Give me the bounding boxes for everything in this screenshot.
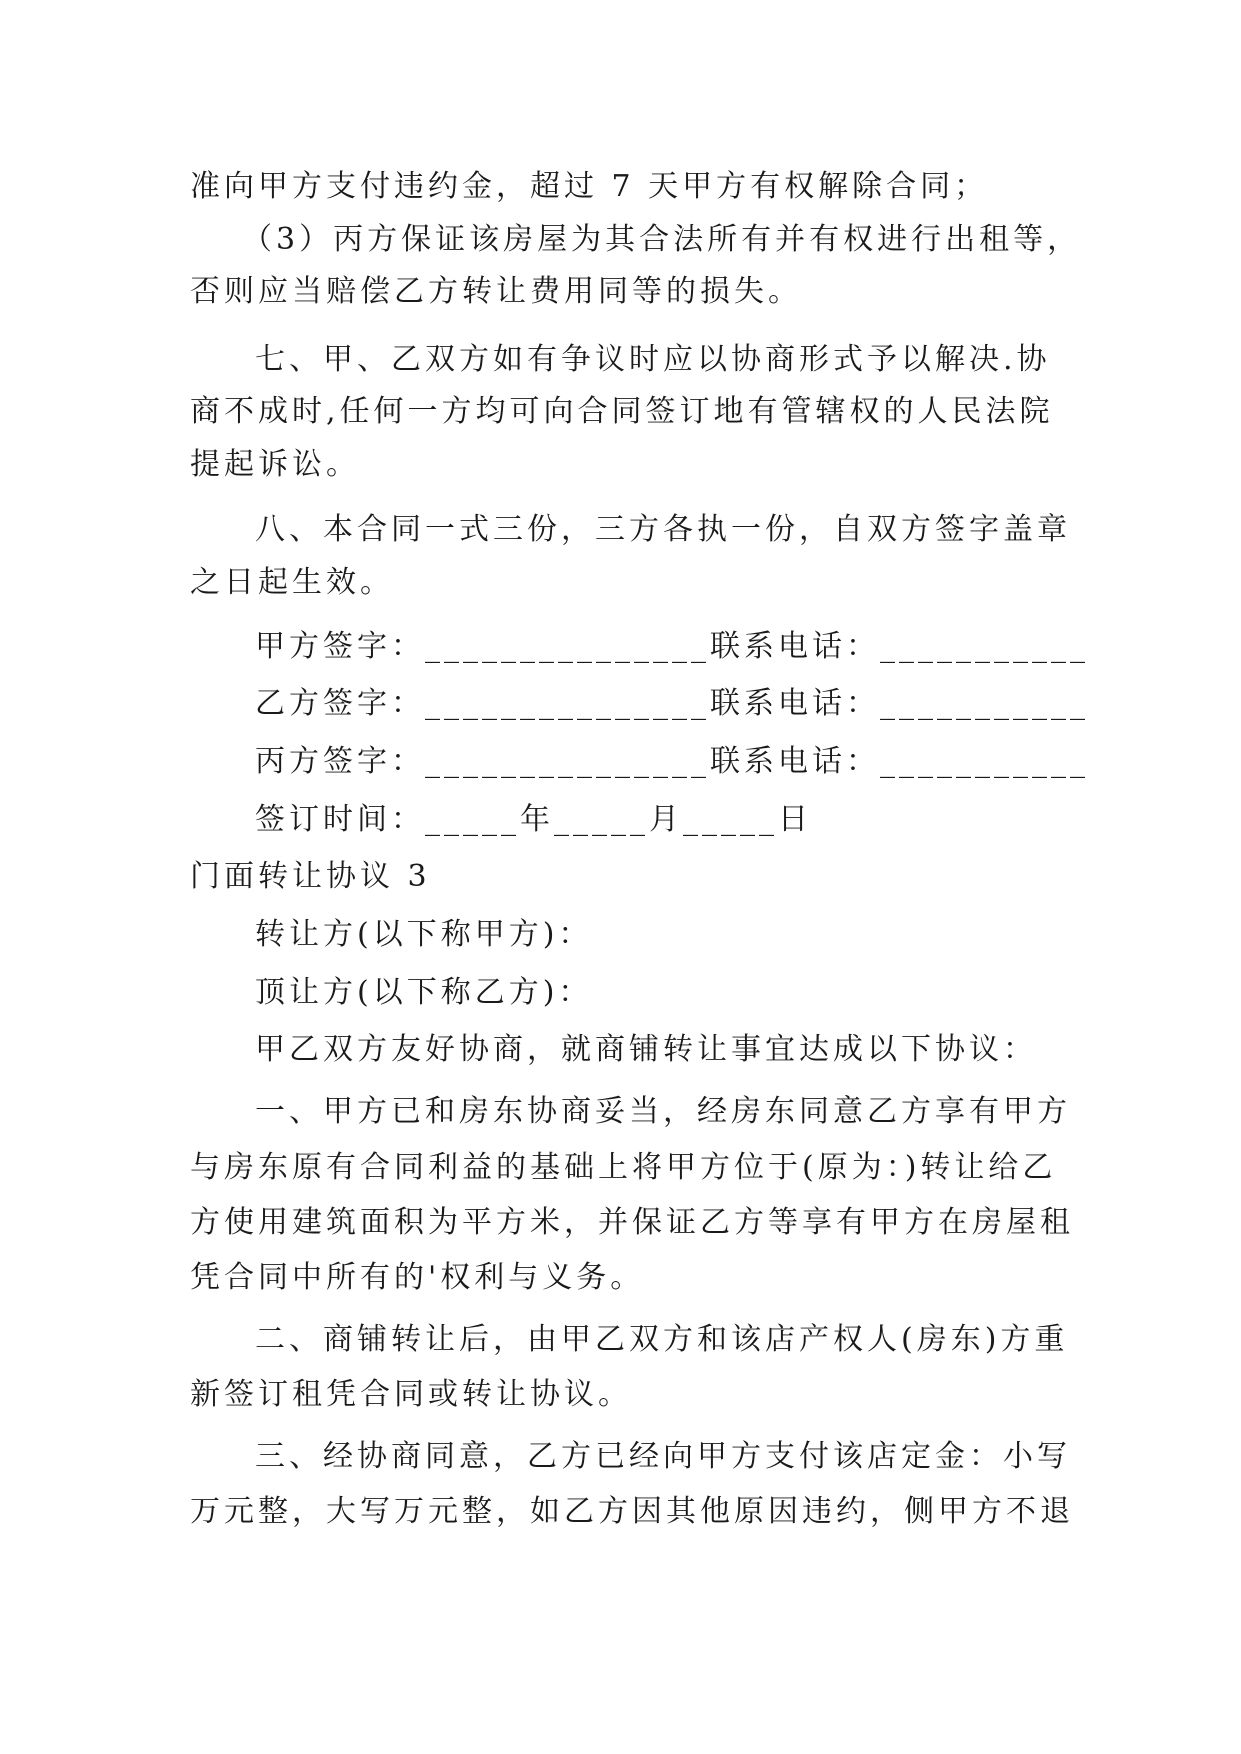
text-line: 二、商铺转让后，由甲乙双方和该店产权人(房东)方重 [255, 1322, 1069, 1357]
text-line: 三、经协商同意，乙方已经向甲方支付该店定金：小写 [255, 1439, 1071, 1474]
signature-line-party-a: 甲方签字：_______________联系电话：___________ [255, 629, 1089, 664]
text-line: 方使用建筑面积为平方米，并保证乙方等享有甲方在房屋租 [190, 1205, 1074, 1240]
text-line: 新签订租凭合同或转让协议。 [190, 1377, 632, 1412]
text-line: 万元整，大写万元整，如乙方因其他原因违约，侧甲方不退 [190, 1494, 1074, 1529]
text-line: 之日起生效。 [190, 565, 394, 600]
transferor-line: 转让方(以下称甲方)： [255, 917, 593, 952]
text-line: 提起诉讼。 [190, 447, 360, 482]
text-line: 凭合同中所有的'权利与义务。 [190, 1260, 645, 1295]
transferee-line: 顶让方(以下称乙方)： [255, 975, 593, 1010]
text-line: 七、甲、乙双方如有争议时应以协商形式予以解决.协 [255, 342, 1051, 377]
signature-line-party-b: 乙方签字：_______________联系电话：___________ [255, 686, 1089, 721]
signing-date-line: 签订时间：_____年_____月_____日 [255, 802, 812, 837]
text-line: 甲乙双方友好协商，就商铺转让事宜达成以下协议： [255, 1032, 1037, 1067]
text-line: 一、甲方已和房东协商妥当，经房东同意乙方享有甲方 [255, 1094, 1071, 1129]
text-line: 商不成时,任何一方均可向合同签订地有管辖权的人民法院 [190, 394, 1054, 429]
text-line: （3）丙方保证该房屋为其合法所有并有权进行出租等， [242, 222, 1082, 257]
signature-line-party-c: 丙方签字：_______________联系电话：___________ [255, 744, 1089, 779]
text-line: 准向甲方支付违约金，超过 7 天甲方有权解除合同； [190, 169, 989, 204]
section-heading: 门面转让协议 3 [190, 859, 431, 894]
text-line: 否则应当赔偿乙方转让费用同等的损失。 [190, 274, 802, 309]
text-line: 与房东原有合同利益的基础上将甲方位于(原为：)转让给乙 [190, 1150, 1057, 1185]
text-line: 八、本合同一式三份，三方各执一份，自双方签字盖章 [255, 512, 1071, 547]
